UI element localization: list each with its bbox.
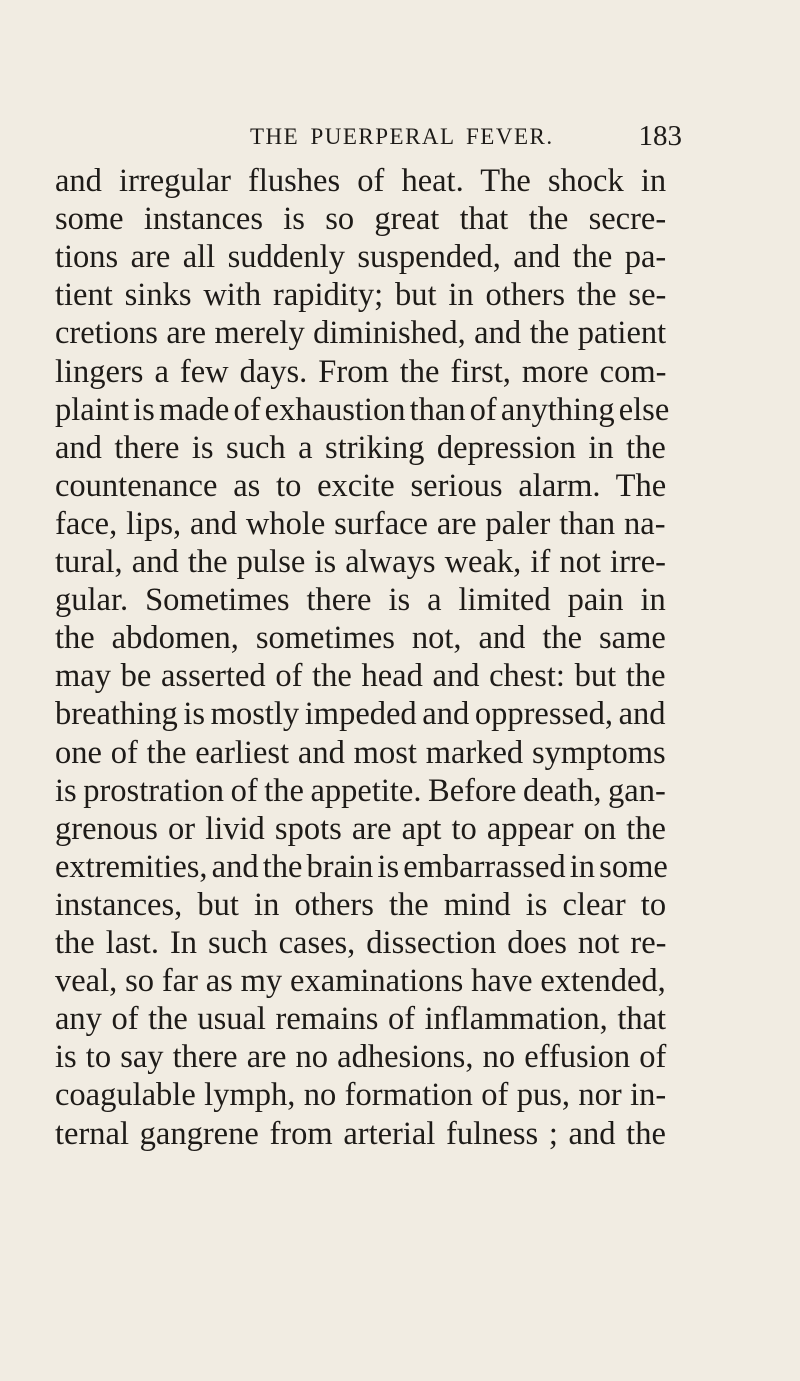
text-line: and irregular flushes of heat. The shock in xyxy=(55,163,667,199)
text-line: breathing is mostly impeded and oppressed, and xyxy=(55,696,666,733)
text-line: the last. In such cases, dissection does not re- xyxy=(55,925,667,961)
text-line: cretions are merely diminished, and the patient xyxy=(55,315,667,352)
text-line: is to say there are no adhesions, no effusion of xyxy=(55,1039,667,1076)
running-title: THE PUERPERAL FEVER. xyxy=(250,124,554,149)
text-line: the abdomen, sometimes not, and the same xyxy=(55,620,666,657)
text-line: may be asserted of the head and chest: but the xyxy=(55,658,666,695)
text-line: coagulable lymph, no formation of pus, nor in- xyxy=(55,1077,667,1114)
text-line: lingers a few days. From the first, more com- xyxy=(55,353,667,390)
text-line: face, lips, and whole surface are paler than na- xyxy=(55,505,666,542)
text-line: countenance as to excite serious alarm. The xyxy=(55,467,667,504)
text-line: grenous or livid spots are apt to appear on the xyxy=(55,810,666,847)
text-line: is prostration of the appetite. Before death, gan- xyxy=(55,772,666,809)
page-number: 183 xyxy=(638,120,682,152)
text-line: veal, so far as my examinations have extended, xyxy=(55,963,666,1000)
text-line: gular. Sometimes there is a limited pain in xyxy=(55,582,666,619)
text-line: one of the earliest and most marked symptoms xyxy=(55,734,666,771)
text-line: tural, and the pulse is always weak, if not irre- xyxy=(55,544,666,580)
running-head xyxy=(250,118,682,158)
text-line: ternal gangrene from arterial fulness ; and the xyxy=(55,1115,666,1152)
text-line: and there is such a striking depression in the xyxy=(55,429,666,466)
text-line: instances, but in others the mind is clear to xyxy=(55,886,667,923)
text-line: extremities, and the brain is embarrassed in some xyxy=(55,848,668,885)
text-line: any of the usual remains of inflammation, that xyxy=(55,1001,667,1038)
text-line: some instances is so great that the secre- xyxy=(55,201,667,238)
text-line: tions are all suddenly suspended, and the pa- xyxy=(55,239,667,276)
text-line: plaint is made of exhaustion than of anything else xyxy=(55,391,670,428)
text-line: tient sinks with rapidity; but in others the se- xyxy=(55,277,667,314)
